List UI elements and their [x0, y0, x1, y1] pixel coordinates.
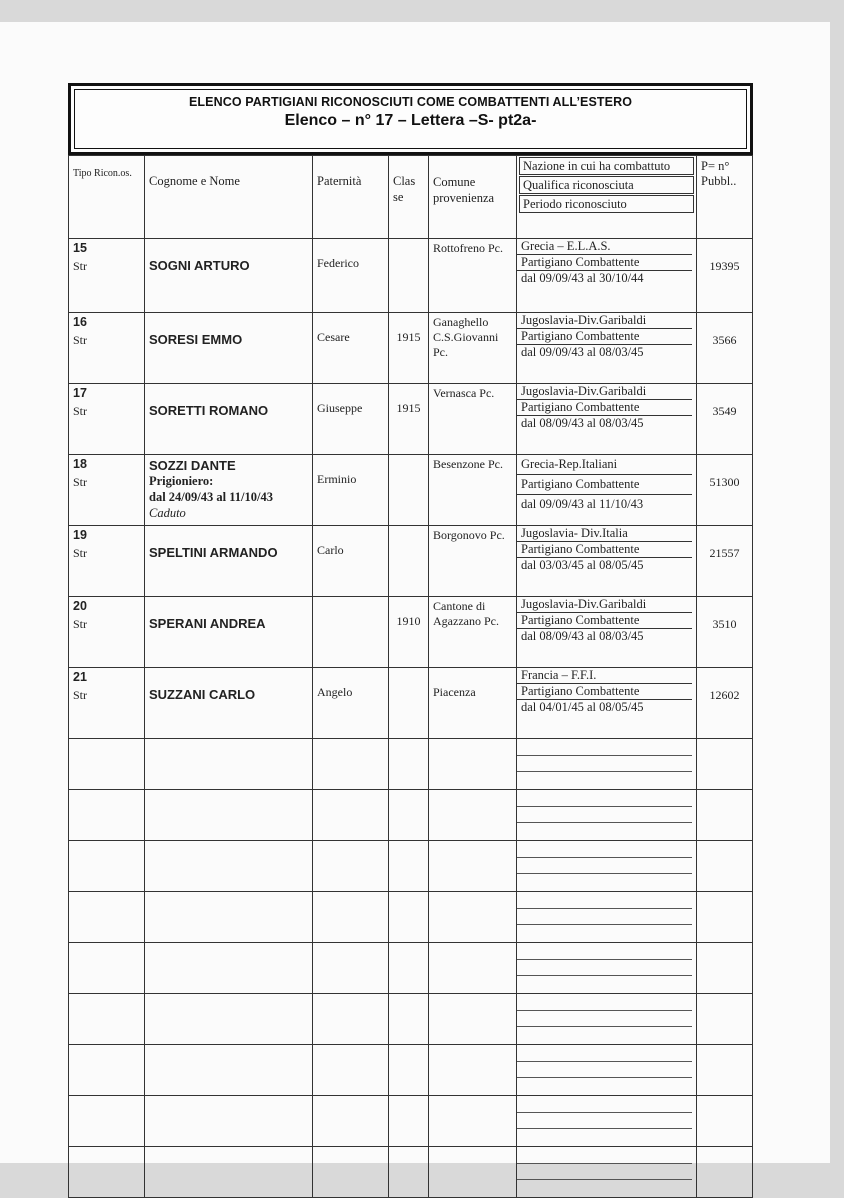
row-number: 21: [73, 670, 87, 684]
row-tipo: Str: [73, 616, 88, 631]
cell-nazione-group: [517, 239, 697, 313]
empty-sub-lines: [517, 1096, 696, 1142]
title-box: [68, 83, 753, 155]
empty-row: [69, 994, 753, 1045]
cell-tipo: [69, 384, 145, 455]
cell-nome: [145, 597, 313, 668]
empty-cell: [313, 790, 389, 841]
row-tipo: Str: [73, 403, 88, 418]
cell-nazione-group: [517, 597, 697, 668]
empty-cell: [429, 739, 517, 790]
empty-sub-lines: [517, 943, 696, 989]
cell-comune: Vernasca Pc.: [429, 384, 517, 455]
empty-cell: [389, 841, 429, 892]
cell-periodo: dal 09/09/43 al 30/10/44: [521, 271, 644, 285]
empty-cell: [313, 994, 389, 1045]
row-tipo: Str: [73, 474, 88, 489]
row-tipo: Str: [73, 258, 88, 273]
col-header-pubbl: P= n° Pubbl..: [697, 156, 753, 239]
row-name: SUZZANI CARLO: [149, 687, 256, 702]
empty-row: [69, 790, 753, 841]
empty-cell: [145, 1096, 313, 1147]
table-row: [69, 384, 753, 455]
empty-cell: [429, 943, 517, 994]
cell-nazione-group: [517, 384, 697, 455]
cell-nazione: Jugoslavia-Div.Garibaldi: [517, 597, 692, 613]
empty-cell-nazione-group: [517, 790, 697, 841]
cell-classe: 1915: [389, 384, 429, 455]
col-header-paternita: Paternità: [313, 156, 389, 239]
row-name: SPELTINI ARMANDO: [149, 545, 278, 560]
empty-cell: [389, 1096, 429, 1147]
cell-classe: [389, 239, 429, 313]
cell-classe: [389, 455, 429, 526]
cell-pubbl: 3566: [697, 313, 753, 384]
empty-cell: [313, 739, 389, 790]
cell-nazione-group: [517, 455, 697, 526]
cell-comune: Besenzone Pc.: [429, 455, 517, 526]
cell-nazione-group: [517, 313, 697, 384]
cell-nazione: Jugoslavia-Div.Garibaldi: [517, 384, 692, 400]
cell-comune: Piacenza: [429, 668, 517, 739]
empty-cell: [313, 841, 389, 892]
cell-periodo: dal 09/09/43 al 11/10/43: [521, 497, 644, 511]
cell-pubbl: 3549: [697, 384, 753, 455]
empty-cell: [429, 994, 517, 1045]
cell-comune: Rottofreno Pc.: [429, 239, 517, 313]
cell-nome: [145, 668, 313, 739]
empty-cell: [69, 1147, 145, 1198]
cell-nome: [145, 455, 313, 526]
cell-nome: [145, 526, 313, 597]
cell-classe: 1910: [389, 597, 429, 668]
col-header-nazione-group: [517, 156, 697, 239]
row-note-prigioniero: Prigioniero:: [149, 474, 214, 489]
col-header-classe: Clas se: [389, 156, 429, 239]
cell-nazione: Jugoslavia- Div.Italia: [517, 526, 692, 542]
empty-row: [69, 841, 753, 892]
col-header-nome: Cognome e Nome: [145, 156, 313, 239]
cell-tipo: [69, 313, 145, 384]
empty-cell: [145, 1045, 313, 1096]
cell-qualifica: Partigiano Combattente: [517, 329, 692, 345]
col-header-comune: Comune provenienza: [429, 156, 517, 239]
cell-nome: [145, 239, 313, 313]
cell-nazione: Francia – F.F.I.: [517, 668, 692, 684]
empty-cell: [69, 1096, 145, 1147]
cell-paternita: Giuseppe: [313, 384, 389, 455]
table-row: [69, 668, 753, 739]
col-header-nazione: Nazione in cui ha combattuto: [519, 157, 694, 175]
empty-cell: [429, 892, 517, 943]
empty-sub-lines: [517, 1147, 696, 1193]
empty-cell: [429, 790, 517, 841]
cell-qualifica: Partigiano Combattente: [517, 400, 692, 416]
empty-cell: [69, 739, 145, 790]
cell-nazione-group: [517, 668, 697, 739]
empty-cell: [145, 892, 313, 943]
cell-comune: Borgonovo Pc.: [429, 526, 517, 597]
empty-cell: [69, 841, 145, 892]
cell-nome: [145, 313, 313, 384]
table-row: [69, 239, 753, 313]
row-number: 19: [73, 528, 87, 542]
cell-pubbl: 12602: [697, 668, 753, 739]
empty-cell: [389, 943, 429, 994]
cell-nazione-group: [517, 526, 697, 597]
empty-cell: [697, 892, 753, 943]
empty-cell: [429, 1096, 517, 1147]
empty-cell: [697, 841, 753, 892]
cell-comune: Cantone di Agazzano Pc.: [429, 597, 517, 668]
cell-classe: 1915: [389, 313, 429, 384]
empty-cell: [313, 1045, 389, 1096]
row-note-period: dal 24/09/43 al 11/10/43: [149, 489, 273, 504]
cell-paternita: Carlo: [313, 526, 389, 597]
document-subtitle: Elenco – n° 17 – Lettera –S- pt2a-: [284, 112, 537, 129]
empty-cell-nazione-group: [517, 892, 697, 943]
empty-row: [69, 943, 753, 994]
empty-cell: [429, 1045, 517, 1096]
cell-qualifica: Partigiano Combattente: [517, 684, 692, 700]
empty-cell: [69, 790, 145, 841]
empty-cell: [389, 1045, 429, 1096]
cell-nazione: Jugoslavia-Div.Garibaldi: [517, 313, 692, 329]
empty-cell: [697, 994, 753, 1045]
row-name: SOGNI ARTURO: [149, 258, 250, 273]
cell-paternita: Cesare: [313, 313, 389, 384]
empty-cell: [697, 1147, 753, 1198]
table-row: [69, 455, 753, 526]
empty-cell: [69, 994, 145, 1045]
empty-row: [69, 1045, 753, 1096]
empty-cell: [697, 739, 753, 790]
empty-cell: [389, 790, 429, 841]
empty-cell-nazione-group: [517, 1096, 697, 1147]
empty-cell: [697, 943, 753, 994]
empty-cell-nazione-group: [517, 943, 697, 994]
cell-nazione: Grecia – E.L.A.S.: [517, 239, 692, 255]
empty-sub-lines: [517, 892, 696, 938]
empty-cell: [697, 1045, 753, 1096]
empty-row: [69, 1096, 753, 1147]
cell-periodo: dal 04/01/45 al 08/05/45: [521, 700, 644, 714]
col-header-qualifica: Qualifica riconosciuta: [519, 176, 694, 194]
empty-cell-nazione-group: [517, 1147, 697, 1198]
empty-cell: [69, 892, 145, 943]
cell-classe: [389, 668, 429, 739]
empty-cell: [145, 790, 313, 841]
row-tipo: Str: [73, 545, 88, 560]
cell-pubbl: 51300: [697, 455, 753, 526]
cell-pubbl: 21557: [697, 526, 753, 597]
cell-paternita: Federico: [313, 239, 389, 313]
cell-paternita: Angelo: [313, 668, 389, 739]
cell-tipo: [69, 239, 145, 313]
partisan-table: [68, 155, 753, 1198]
empty-sub-lines: [517, 1045, 696, 1091]
cell-pubbl: 3510: [697, 597, 753, 668]
empty-cell: [313, 943, 389, 994]
empty-cell: [313, 892, 389, 943]
col-header-tipo: Tipo Ricon.os.: [69, 156, 145, 239]
cell-classe: [389, 526, 429, 597]
row-note-caduto: Caduto: [149, 505, 186, 520]
row-number: 15: [73, 241, 87, 255]
cell-nazione: Grecia-Rep.Italiani: [517, 455, 692, 475]
row-name: SORETTI ROMANO: [149, 403, 269, 418]
cell-tipo: [69, 668, 145, 739]
cell-tipo: [69, 597, 145, 668]
document-title: ELENCO PARTIGIANI RICONOSCIUTI COME COMBATTENTI ALL’ESTERO: [188, 95, 633, 109]
empty-cell: [429, 1147, 517, 1198]
row-name: SPERANI ANDREA: [149, 616, 266, 631]
empty-cell-nazione-group: [517, 1045, 697, 1096]
empty-cell: [389, 994, 429, 1045]
title-inner-frame: [74, 89, 747, 149]
empty-sub-lines: [517, 841, 696, 887]
empty-cell: [313, 1147, 389, 1198]
empty-row: [69, 892, 753, 943]
row-name: SORESI EMMO: [149, 332, 243, 347]
empty-cell: [145, 1147, 313, 1198]
cell-qualifica: Partigiano Combattente: [517, 475, 692, 495]
table-row: [69, 597, 753, 668]
cell-paternita: [313, 597, 389, 668]
empty-cell: [389, 1147, 429, 1198]
empty-cell: [429, 841, 517, 892]
cell-nome: [145, 384, 313, 455]
empty-cell: [697, 1096, 753, 1147]
row-number: 16: [73, 315, 87, 329]
cell-periodo: dal 08/09/43 al 08/03/45: [521, 416, 644, 430]
empty-cell: [145, 943, 313, 994]
row-number: 17: [73, 386, 87, 400]
cell-pubbl: 19395: [697, 239, 753, 313]
empty-sub-lines: [517, 790, 696, 836]
cell-tipo: [69, 455, 145, 526]
empty-sub-lines: [517, 994, 696, 1040]
row-tipo: Str: [73, 687, 88, 702]
empty-row: [69, 1147, 753, 1198]
empty-cell-nazione-group: [517, 841, 697, 892]
row-tipo: Str: [73, 332, 88, 347]
cell-periodo: dal 08/09/43 al 08/03/45: [521, 629, 644, 643]
row-name: SOZZI DANTE: [149, 458, 236, 473]
empty-cell-nazione-group: [517, 739, 697, 790]
empty-cell: [145, 841, 313, 892]
empty-cell: [69, 1045, 145, 1096]
empty-cell: [697, 790, 753, 841]
row-number: 18: [73, 457, 87, 471]
empty-cell: [69, 943, 145, 994]
row-number: 20: [73, 599, 87, 613]
empty-sub-lines: [517, 739, 696, 785]
cell-qualifica: Partigiano Combattente: [517, 255, 692, 271]
cell-periodo: dal 09/09/43 al 08/03/45: [521, 345, 644, 359]
cell-paternita: Erminio: [313, 455, 389, 526]
cell-qualifica: Partigiano Combattente: [517, 613, 692, 629]
empty-cell-nazione-group: [517, 994, 697, 1045]
empty-row: [69, 739, 753, 790]
cell-qualifica: Partigiano Combattente: [517, 542, 692, 558]
table-row: [69, 313, 753, 384]
empty-cell: [145, 739, 313, 790]
cell-periodo: dal 03/03/45 al 08/05/45: [521, 558, 644, 572]
cell-tipo: [69, 526, 145, 597]
col-header-periodo: Periodo riconosciuto: [519, 195, 694, 213]
table-row: [69, 526, 753, 597]
empty-cell: [389, 739, 429, 790]
cell-comune: Ganaghello C.S.Giovanni Pc.: [429, 313, 517, 384]
table-header-row: [69, 156, 753, 239]
empty-cell: [389, 892, 429, 943]
empty-cell: [145, 994, 313, 1045]
empty-cell: [313, 1096, 389, 1147]
